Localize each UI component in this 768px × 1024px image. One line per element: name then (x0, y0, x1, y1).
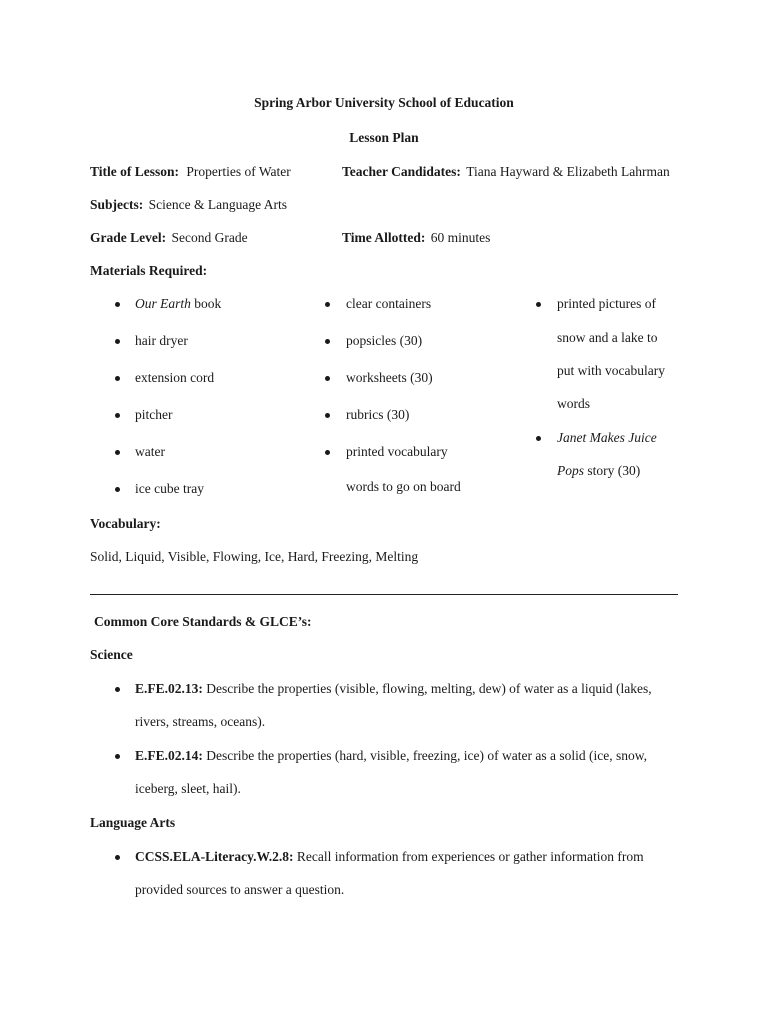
material-item: pitcher (135, 407, 173, 422)
bullet-icon (115, 754, 120, 759)
standard-item: E.FE.02.14: Describe the properties (hard, visible, freezing, ice) of water as a solid (ice, snow, (135, 748, 647, 763)
material-item: hair dryer (135, 333, 188, 348)
science-heading: Science (90, 647, 133, 662)
material-item: popsicles (30) (346, 333, 423, 348)
material-item: printed vocabulary (346, 444, 448, 459)
bullet-icon (325, 339, 330, 344)
bullet-icon (325, 376, 330, 381)
bullet-icon (115, 687, 120, 692)
document-type: Lesson Plan (349, 130, 419, 145)
material-item: Janet Makes Juice (557, 430, 657, 445)
bullet-icon (115, 302, 120, 307)
language-arts-heading: Language Arts (90, 815, 176, 830)
standard-item-continued: iceberg, sleet, hail). (135, 781, 241, 796)
material-item: rubrics (30) (346, 407, 410, 422)
bullet-icon (325, 450, 330, 455)
teacher-candidates-value: Tiana Hayward & Elizabeth Lahrman (466, 164, 670, 179)
institution-title: Spring Arbor University School of Education (254, 95, 514, 110)
teacher-candidates-row (342, 164, 670, 180)
lesson-title-value: Properties of Water (186, 164, 291, 179)
time-allotted-value: 60 minutes (430, 230, 491, 245)
lesson-title-label: Title of Lesson: (90, 164, 180, 179)
material-item-continued: put with vocabulary (557, 363, 665, 378)
subjects-label: Subjects: (90, 197, 144, 212)
standard-item-continued: rivers, streams, oceans). (135, 714, 266, 729)
standards-heading: Common Core Standards & GLCE’s: (94, 614, 312, 629)
material-item: extension cord (135, 370, 215, 385)
section-divider (90, 594, 678, 595)
bullet-icon (536, 436, 541, 441)
standard-item-continued: provided sources to answer a question. (135, 882, 345, 897)
material-item-continued: Pops story (30) (557, 463, 641, 478)
bullet-icon (325, 413, 330, 418)
bullet-icon (115, 450, 120, 455)
bullet-icon (536, 302, 541, 307)
material-item-continued: snow and a lake to (557, 330, 658, 345)
lesson-title-row (90, 164, 291, 180)
bullet-icon (115, 376, 120, 381)
time-allotted-row (342, 230, 490, 246)
bullet-icon (325, 302, 330, 307)
grade-level-label: Grade Level: (90, 230, 167, 245)
grade-level-row (90, 230, 248, 246)
standard-item: CCSS.ELA-Literacy.W.2.8: Recall information from experiences or gather information from (135, 849, 644, 864)
material-item: ice cube tray (135, 481, 204, 496)
subjects-value: Science & Language Arts (148, 197, 287, 212)
grade-level-value: Second Grade (171, 230, 248, 245)
materials-heading: Materials Required: (90, 263, 208, 278)
vocabulary-words: Solid, Liquid, Visible, Flowing, Ice, Hard, Freezing, Melting (90, 549, 419, 564)
bullet-icon (115, 855, 120, 860)
material-item-continued: words to go on board (346, 479, 461, 494)
material-item: printed pictures of (557, 296, 656, 311)
subjects-row (90, 197, 287, 213)
standard-item: E.FE.02.13: Describe the properties (visible, flowing, melting, dew) of water as a liquid (lakes, (135, 681, 652, 696)
material-item: clear containers (346, 296, 432, 311)
material-item: worksheets (30) (346, 370, 433, 385)
vocabulary-heading: Vocabulary: (90, 516, 161, 531)
material-item: water (135, 444, 165, 459)
time-allotted-label: Time Allotted: (342, 230, 426, 245)
bullet-icon (115, 487, 120, 492)
teacher-candidates-label: Teacher Candidates: (342, 164, 461, 179)
material-item-continued: words (557, 396, 590, 411)
material-item: Our Earth book (135, 296, 222, 311)
bullet-icon (115, 339, 120, 344)
bullet-icon (115, 413, 120, 418)
